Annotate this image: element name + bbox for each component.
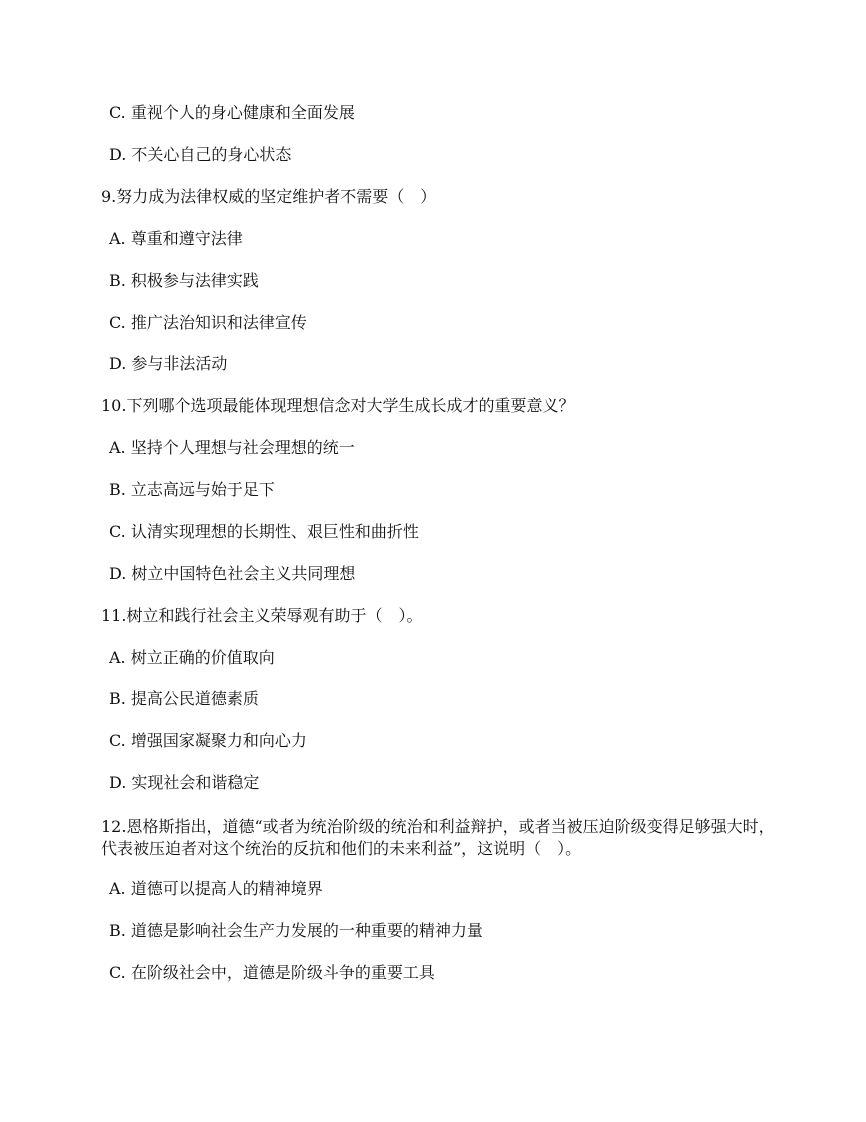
q10-option-b: B. 立志高远与始于足下 <box>109 480 275 499</box>
q9-option-d: D. 参与非法活动 <box>109 354 228 373</box>
question-10: 10.下列哪个选项最能体现理想信念对大学生成长成才的重要意义？ <box>101 396 575 415</box>
q10-option-a: A. 坚持个人理想与社会理想的统一 <box>109 438 355 457</box>
q11-option-a: A. 树立正确的价值取向 <box>109 648 275 667</box>
q12-option-b: B. 道德是影响社会生产力发展的一种重要的精神力量 <box>109 921 483 940</box>
q8-option-c: C. 重视个人的身心健康和全面发展 <box>109 103 355 122</box>
q9-option-a: A. 尊重和遵守法律 <box>109 229 243 248</box>
q12-option-a: A. 道德可以提高人的精神境界 <box>109 879 323 898</box>
question-12: 12.恩格斯指出，道德“或者为统治阶级的统治和利益辩护，或者当被压迫阶级变得足够强大时，代表被压迫者对这个统治的反抗和他们的未来利益”，这说明（ ）。 <box>101 817 775 858</box>
q11-option-b: B. 提高公民道德素质 <box>109 689 259 708</box>
q10-option-d: D. 树立中国特色社会主义共同理想 <box>109 564 356 583</box>
q12-option-c: C. 在阶级社会中，道德是阶级斗争的重要工具 <box>109 963 435 982</box>
question-9: 9.努力成为法律权威的坚定维护者不需要（ ） <box>101 187 437 206</box>
q8-option-d: D. 不关心自己的身心状态 <box>109 145 292 164</box>
q11-option-d: D. 实现社会和谐稳定 <box>109 773 260 792</box>
question-11: 11.树立和践行社会主义荣辱观有助于（ ）。 <box>101 606 423 625</box>
q10-option-c: C. 认清实现理想的长期性、艰巨性和曲折性 <box>109 522 419 541</box>
q9-option-b: B. 积极参与法律实践 <box>109 271 259 290</box>
q9-option-c: C. 推广法治知识和法律宣传 <box>109 313 307 332</box>
q11-option-c: C. 增强国家凝聚力和向心力 <box>109 731 307 750</box>
